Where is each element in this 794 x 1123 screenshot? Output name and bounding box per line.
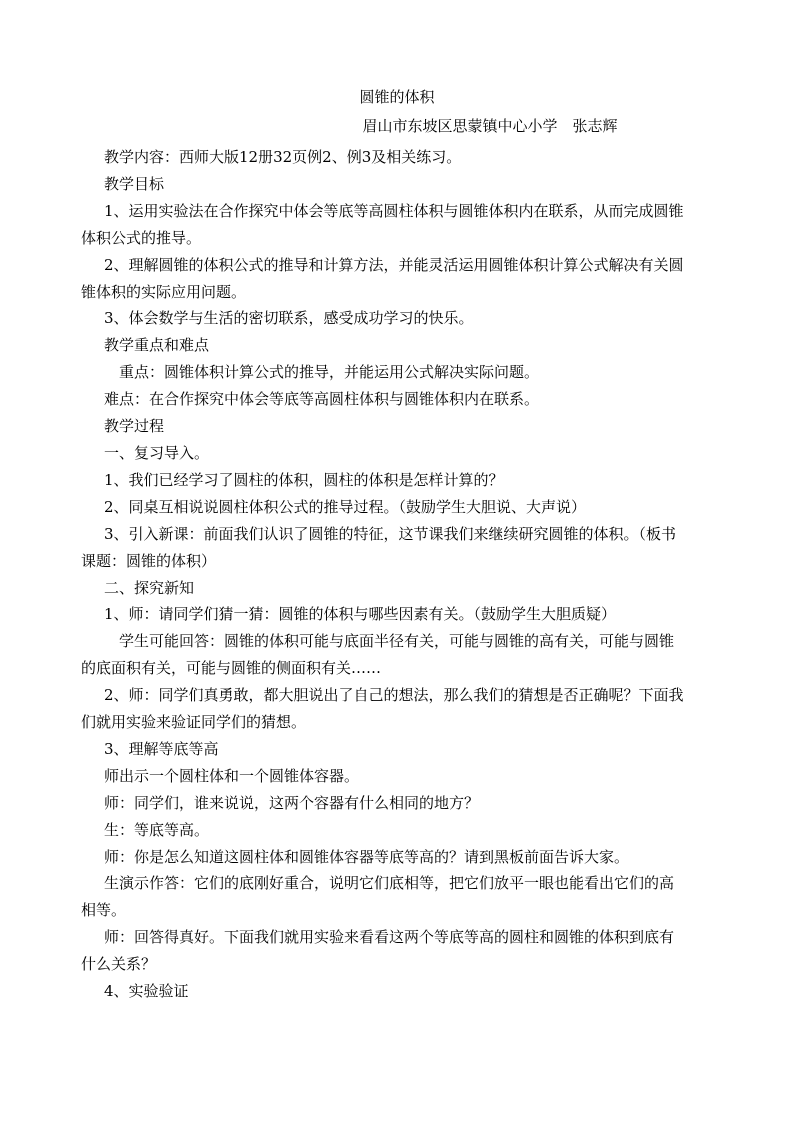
paragraph-line: 2、同桌互相说说圆柱体积公式的推导过程。（鼓励学生大胆说、大声说）: [104, 497, 587, 516]
paragraph-line: 2、理解圆锥的体积公式的推导和计算方法，并能灵活运用圆锥体积计算公式解决有关圆: [104, 255, 684, 274]
paragraph-line: 学生可能回答：圆锥的体积可能与底面半径有关，可能与圆锥的高有关，可能与圆锥: [119, 632, 675, 651]
paragraph-line: 什么关系？: [81, 955, 157, 974]
paragraph-line: 们就用实验来验证同学们的猜想。: [81, 713, 307, 732]
paragraph-line: 体积公式的推导。: [81, 228, 202, 247]
paragraph-line: 1、运用实验法在合作探究中体会等底等高圆柱体积与圆锥体积内在联系，从而完成圆锥: [104, 201, 684, 220]
document-body: [81, 144, 734, 1005]
paragraph-line: 教学重点和难点: [104, 336, 210, 355]
paragraph-line: 1、师：请同学们猜一猜：圆锥的体积与哪些因素有关。（鼓励学生大胆质疑）: [104, 605, 617, 624]
paragraph-line: 课题：圆锥的体积）: [81, 551, 217, 570]
paragraph-line: 教学内容：西师大版12册32页例2、例3及相关练习。: [104, 148, 462, 166]
paragraph-line: 4、实验验证: [104, 982, 189, 1001]
paragraph-line: 教学目标: [104, 174, 165, 193]
paragraph-line: 师：你是怎么知道这圆柱体和圆锥体容器等底等高的？请到黑板前面告诉大家。: [104, 847, 630, 866]
paragraph-line: 师：回答得真好。下面我们就用实验来看看这两个等底等高的圆柱和圆锥的体积到底有: [104, 928, 675, 947]
paragraph-line: 3、体会数学与生活的密切联系，感受成功学习的快乐。: [104, 309, 474, 328]
paragraph-line: 3、理解等底等高: [104, 739, 219, 758]
paragraph-line: 生演示作答：它们的底刚好重合，说明它们底相等，把它们放平一眼也能看出它们的高: [104, 874, 675, 893]
paragraph-line: 的底面积有关，可能与圆锥的侧面积有关……: [81, 659, 382, 678]
author-line: 眉山市东坡区思蒙镇中心小学 张志辉: [362, 117, 618, 135]
paragraph-line: 锥体积的实际应用问题。: [81, 282, 247, 301]
paragraph-line: 2、师：同学们真勇敢，都大胆说出了自己的想法，那么我们的猜想是否正确呢？下面我: [104, 686, 684, 705]
paragraph-line: 重点：圆锥体积计算公式的推导，并能运用公式解决实际问题。: [119, 363, 540, 382]
paragraph-line: 一、复习导入。: [104, 443, 210, 462]
paragraph-line: 难点：在合作探究中体会等底等高圆柱体积与圆锥体积内在联系。: [104, 390, 540, 409]
paragraph-line: 师：同学们，谁来说说，这两个容器有什么相同的地方？: [104, 793, 480, 812]
paragraph-line: 生：等底等高。: [104, 820, 210, 839]
document-title: 圆锥的体积: [359, 88, 435, 106]
paragraph-line: 相等。: [81, 901, 127, 920]
paragraph-line: 教学过程: [104, 417, 165, 436]
paragraph-line: 师出示一个圆柱体和一个圆锥体容器。: [104, 766, 360, 785]
paragraph-line: 二、探究新知: [104, 578, 195, 597]
paragraph-line: 3、引入新课：前面我们认识了圆锥的特征，这节课我们来继续研究圆锥的体积。（板书: [104, 524, 677, 543]
paragraph-line: 1、我们已经学习了圆柱的体积，圆柱的体积是怎样计算的？: [104, 470, 504, 489]
